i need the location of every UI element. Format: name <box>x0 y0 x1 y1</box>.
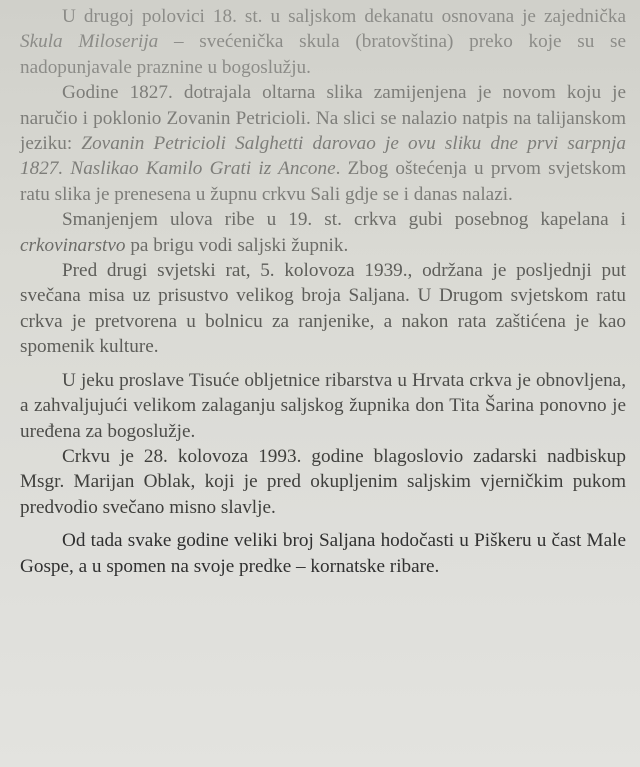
paragraph-world-war-two <box>20 258 626 360</box>
text-run: – svećenička skula (bratovština) preko koje su se nadopunjavale praznine u bogoslužju. <box>20 31 626 78</box>
text-run: Godine 1827. dotrajala oltarna slika zamijenjena je novom koju je naručio i poklonio Zovanin Petricioli. Na slici se nalazio natpis na talijanskom jeziku: <box>20 82 626 155</box>
text-run: pa brigu vodi saljski župnik. <box>125 234 349 256</box>
text-run: Smanjenjem ulova ribe u 19. st. crkva gubi posebnog kapelana i <box>62 209 626 231</box>
italic-text-run: Skula Miloserija <box>20 31 159 53</box>
paragraph-blessing-1993 <box>20 444 626 520</box>
paragraph-restoration <box>20 368 626 444</box>
italic-text-run: Zovanin Petricioli Salghetti darovao je ovu sliku dne prvi sarpnja 1827. Naslikao Kamilo Grati iz Ancone <box>20 133 626 180</box>
text-run: . Zbog oštećenja u prvom svjetskom ratu slika je prenesena u župnu crkvu Sali gdje se i danas nalazi. <box>20 158 626 205</box>
text-run: Od tada svake godine veliki broj Saljana hodočasti u Piškeru u čast Male Gospe, a u spomen na svoje predke – kornatske ribare. <box>20 530 626 577</box>
paragraph-19th-century <box>20 207 626 258</box>
text-run: Crkvu je 28. kolovoza 1993. godine blagoslovio zadarski nadbiskup Msgr. Marijan Oblak, koji je pred okupljenim saljskim vjerničkim pukom predvodio svečano misno slavlje. <box>20 445 626 518</box>
paragraph-skula-miloserija <box>20 4 626 80</box>
paragraph-altar-painting <box>20 80 626 207</box>
italic-text-run: crkovinarstvo <box>20 234 126 256</box>
text-run: U jeku proslave Tisuće obljetnice ribarstva u Hrvata crkva je obnovljena, a zahvaljujući velikom zalaganju saljskog župnika don Tita Šarina ponovno je uređena za bogoslužje. <box>20 369 626 442</box>
text-run: Pred drugi svjetski rat, 5. kolovoza 1939., održana je posljednji put svečana misa uz prisustvo velikog broja Saljana. U Drugom svjetskom ratu crkva je pretvorena u bolnicu za ranjenike, a nakon rata zaštićena je kao spomenik kulture. <box>20 260 626 358</box>
text-run: U drugoj polovici 18. st. u saljskom dekanatu osnovana je zajednička <box>62 6 626 27</box>
paragraph-pilgrimage <box>20 528 626 579</box>
